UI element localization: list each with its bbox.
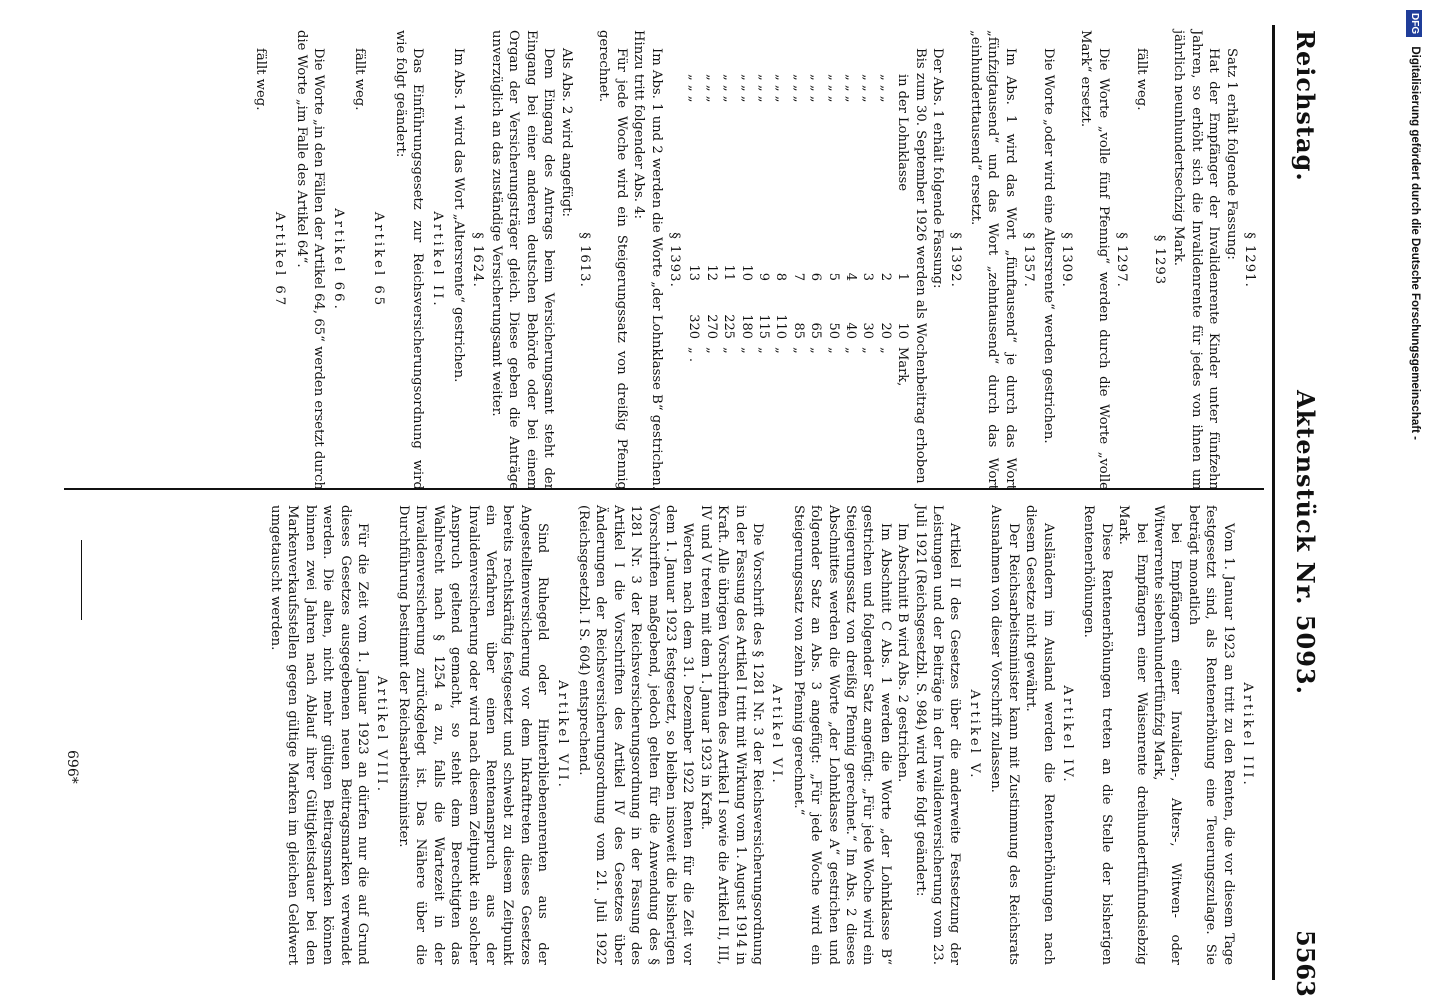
article-heading: Artikel II. xyxy=(429,211,445,309)
table-row xyxy=(685,70,702,410)
section-heading: § 1393. xyxy=(667,232,682,288)
article-heading: Artikel V. xyxy=(966,689,982,781)
table-row xyxy=(720,70,737,410)
paragraph: Sind Ruhegeld oder Hinterbliebenenrenten aus der Angestelltenversicherung vor dem Inkrafttreten dieses Gesetzes bereits rechtskräftig festgesetzt und schwebt zu diesem Zeitpunkt ein Verfahren über einen Rentenanspruch aus der Invalidenversicherung oder wird nach diesem Zeitpunkt ein solcher Anspruch geltend gemacht, so steht dem Berechtigten das Wahlrecht nach § 1254 a zu, falls die Wartezeit in der Invalidenversicherung zurückgelegt ist. Das Nähere über die Durchführung bestimmt der Reichsarbeitsminister. xyxy=(395,505,551,965)
section-heading: § 1291. xyxy=(1242,232,1257,288)
table-cell: 85 xyxy=(790,322,806,340)
paragraph: Im Abs. 1 und 2 werden die Worte „der Lohnklasse B“ gestrichen. Hinzu tritt folgender Abs. 4: xyxy=(631,30,664,490)
page-marker: 696* xyxy=(64,750,80,784)
article-heading: Artikel VIII. xyxy=(374,676,390,794)
paragraph: Das Einführungsgesetz zur Reichsversicherungsordnung wird wie folgt geändert: xyxy=(392,30,426,490)
table-cell: 40 xyxy=(843,322,859,340)
paragraph: Als Abs. 2 wird angefügt: xyxy=(558,48,574,218)
table-cell: „ „ „ xyxy=(825,74,841,103)
table-cell: „ „ „ xyxy=(756,74,772,103)
paragraph: Hat der Empfänger der Invalidenrente Kinder unter fünfzehn Jahren, so erhöht sich die Invalidenrente für jedes von ihnen um jährlich neunhundertsechzig Mark. xyxy=(1171,30,1222,490)
table-cell: 4 xyxy=(843,272,859,282)
paragraph: Die Worte „in den Fällen der Artikel 64, 65“ werden ersetzt durch die Worte „im Falle des Artikel 64“. xyxy=(293,30,327,490)
table-cell: „ xyxy=(808,347,824,354)
table-cell: 30 xyxy=(860,322,876,340)
paragraph: fällt weg. xyxy=(1133,48,1149,111)
table-cell: „ . xyxy=(686,347,702,363)
table-cell: „ „ „ xyxy=(808,74,824,103)
page-header xyxy=(1270,0,1330,1000)
header-title: Aktenstück Nr. 5093. xyxy=(1291,390,1320,695)
table-cell: 1 xyxy=(895,272,911,282)
paragraph: Satz 1 erhält folgende Fassung: xyxy=(1223,48,1239,260)
table-cell: „ xyxy=(721,347,737,354)
paragraph: Diese Rentenerhöhungen treten an die Stelle der bisherigen Rentenerhöhungen. xyxy=(1081,505,1114,965)
table-row xyxy=(859,70,876,410)
table-cell: 8 xyxy=(773,272,789,282)
table-row xyxy=(789,70,806,410)
table-cell: 180 xyxy=(738,314,754,340)
paragraph: Im Abschnitt C Abs. 1 werden die Worte „der Lohnklasse B“ gestrichen und folgender Satz angefügt: „Für jede Woche wird ein Steigerungssatz von dreißig Pfennig gerechnet.“ Im Abs. 2 dieses Abschnittes werden die Worte „der Lohnklasse A“ gestrichen und folgender Satz an Abs. 3 angefügt: „Für jede Woche wird ein Steigerungssatz von zehn Pfennig gerechnet.“ xyxy=(790,505,893,965)
paragraph: Für die Zeit vom 1. Januar 1923 an dürfen nur die auf Grund dieses Gesetzes ausgegebenen neuen Beitragsmarken verwendet werden. Die alten, nicht mehr gültigen Beitragsmarken können binnen zwei Jahren nach Ablauf ihrer Gültigkeitsdauer bei den Markenverkaufsstellen gegen gültige Marken im gleichen Geldwert umgetauscht werden. xyxy=(268,505,371,965)
table-cell: „ „ „ xyxy=(790,74,806,103)
table-row xyxy=(894,70,911,410)
table-cell: „ xyxy=(703,347,719,354)
section-heading: § 1357. xyxy=(1021,232,1037,288)
table-cell: „ xyxy=(790,347,806,354)
article-heading: Artikel 67 xyxy=(272,211,288,309)
table-cell: 10 xyxy=(738,264,754,282)
table-cell: 65 xyxy=(808,322,824,340)
table-cell: „ „ „ xyxy=(877,74,893,103)
table-cell: „ „ „ xyxy=(773,74,789,103)
paragraph: Vom 1. Januar 1923 an tritt zu den Renten, die vor diesem Tage festgesetzt sind, als Rentenerhöhung eine Teuerungszulage. Sie beträgt monatlich xyxy=(1185,505,1236,965)
table-cell: „ xyxy=(843,347,859,354)
table-row xyxy=(755,70,772,410)
paragraph: Werden nach dem 31. Dezember 1922 Renten für die Zeit vor dem 1. Januar 1923 festgesetzt, so bleiben insoweit die bisherigen Vorschriften maßgebend, jedoch gelten für die Anwendung des § 1281 Nr. 3 der Reichsversicherungsordnung in der Fassung des Artikel I die Vorschriften des Artikel IV des Gesetzes über Änderungen der Reichsversicherungsordnung vom 21. Juli 1922 (Reichsgesetzbl. I S. 604) entsprechend. xyxy=(575,505,696,965)
paragraph: Die Worte „volle fünf Pfennig“ werden durch die Worte „volle Mark“ ersetzt. xyxy=(1078,30,1111,490)
article-heading: Artikel 65 xyxy=(371,211,387,309)
table-cell: „ xyxy=(877,347,893,354)
table-cell: Mark, xyxy=(895,347,911,387)
table-cell: 11 xyxy=(721,264,737,282)
table-cell: „ xyxy=(756,347,772,354)
left-blocks xyxy=(911,30,1258,490)
table-row xyxy=(824,70,841,410)
table-cell: 6 xyxy=(808,272,824,282)
section-heading: § 1309. xyxy=(1058,232,1074,288)
table-cell: 3 xyxy=(860,272,876,282)
table-cell: 270 xyxy=(703,314,719,340)
table-cell: „ xyxy=(825,347,841,354)
table-row xyxy=(876,70,893,410)
table-cell: „ „ „ xyxy=(721,74,737,103)
table-cell: „ „ „ xyxy=(860,74,876,103)
table-cell: 12 xyxy=(703,264,719,282)
table-cell: „ xyxy=(773,347,789,354)
table-cell: 50 xyxy=(825,322,841,340)
table-row xyxy=(842,70,859,410)
page-number: 5563 xyxy=(1291,930,1320,997)
paragraph: Für jede Woche wird ein Steigerungssatz von dreißig Pfennig gerechnet. xyxy=(596,30,629,490)
table-cell: 110 xyxy=(773,314,789,340)
article-heading: Artikel 66. xyxy=(330,208,346,312)
paragraph: fällt weg. xyxy=(352,48,368,111)
left-column xyxy=(252,30,1260,490)
table-cell: „ „ „ xyxy=(703,74,719,103)
side-credit xyxy=(1405,10,1429,990)
table-cell: 7 xyxy=(790,272,806,282)
paragraph: Im Abs. 1 wird das Wort „fünftausend“ je durch das Wort „fünfzigtausend“ und das Wort „zehntausend“ durch das Wort „einhunderttausend“ ersetzt. xyxy=(967,30,1018,490)
paragraph: Bis zum 30. September 1926 werden als Wochenbeitrag erhoben xyxy=(912,48,928,484)
table-cell: 2 xyxy=(877,272,893,282)
table-cell: 9 xyxy=(756,272,772,282)
contribution-table xyxy=(685,70,911,410)
paragraph: Der Reichsarbeitsminister kann mit Zustimmung des Reichsrats Ausnahmen von dieser Vorschrift zulassen. xyxy=(988,505,1021,965)
article-heading: Artikel VII. xyxy=(554,680,570,790)
table-cell: 13 xyxy=(686,264,702,282)
article-heading: Artikel IV. xyxy=(1059,685,1075,785)
paragraph: Dem Eingang des Antrags beim Versicherungsamt steht der Eingang bei einer anderen deutschen Behörde oder bei einem Organ der Versicherungsträger gleich. Diese geben die Anträge unverzüglich an das zuständige Versicherungsamt weiter. xyxy=(488,30,557,490)
table-cell: „ „ „ xyxy=(843,74,859,103)
table-cell: „ xyxy=(860,347,876,354)
header-left: Reichstag. xyxy=(1291,30,1320,182)
right-blocks xyxy=(267,505,1256,965)
table-row xyxy=(807,70,824,410)
paragraph: Die Worte „oder wird eine Altersrente“ werden gestrichen. xyxy=(1040,48,1056,444)
table-cell: „ xyxy=(738,347,754,354)
table-cell: 5 xyxy=(825,272,841,282)
section-heading: § 1392. xyxy=(948,232,964,288)
table-cell: 320 xyxy=(686,314,702,340)
table-cell: 115 xyxy=(756,314,772,340)
paragraph: fällt weg. xyxy=(253,48,269,111)
table-cell: in der Lohnklasse xyxy=(895,74,911,192)
paragraph: bei Empfängern einer Waisenrente dreihundertfünfundsiebzig Mark. xyxy=(1116,505,1149,965)
table-row xyxy=(772,70,789,410)
right-column xyxy=(267,505,1260,965)
left-blocks-continued xyxy=(252,30,683,490)
paragraph: bei Empfängern einer Invaliden-, Alters-, Witwen- oder Witwerrente siebenhundertfünfzig Mark, xyxy=(1150,505,1184,965)
table-cell: 225 xyxy=(721,314,737,340)
article-heading: Artikel III. xyxy=(1240,682,1255,788)
section-heading: § 1613. xyxy=(576,232,592,288)
article-heading: Artikel VI. xyxy=(769,684,785,786)
footer-rule xyxy=(81,540,82,620)
paragraph: Im Abschnitt B wird Abs. 2 gestrichen. xyxy=(895,523,911,783)
header-rule xyxy=(1272,25,1275,980)
paragraph: Im Abs. 1 wird das Wort „Altersrente“ gestrichen. xyxy=(451,48,467,383)
table-cell: 20 xyxy=(877,322,893,340)
table-row xyxy=(737,70,754,410)
section-heading: § 1293 xyxy=(1151,234,1167,286)
paragraph: Ausländern im Ausland werden die Rentenerhöhungen nach diesem Gesetze nicht gewährt. xyxy=(1023,505,1056,965)
dfg-logo: DFG xyxy=(1406,10,1422,37)
paragraph: Die Vorschrift des § 1281 Nr. 3 der Reichsversicherungsordnung in der Fassung des Artikel I tritt mit Wirkung vom 1. August 1914 in Kraft. Alle übrigen Vorschriften des Artikel I sowie die Artikel II, III, IV und V treten mit dem 1. Januar 1923 in Kraft. xyxy=(697,505,766,965)
section-heading: § 1297. xyxy=(1114,232,1130,288)
table-cell: 10 xyxy=(895,322,911,340)
table-cell: „ „ „ xyxy=(686,74,702,103)
table-row xyxy=(702,70,719,410)
digitization-note: Digitalisierung gefördert durch die Deutsche Forschungsgemeinschaft - xyxy=(1409,46,1421,440)
paragraph: Der Abs. 1 erhält folgende Fassung: xyxy=(930,48,946,289)
paragraph: Artikel II des Gesetzes über die anderweite Festsetzung der Leistungen und der Beiträge in der Invalidenversicherung vom 23. Juli 1921 (Reichsgesetzbl. S. 984) wird wie folgt geändert: xyxy=(912,505,963,965)
section-heading: § 1624. xyxy=(469,232,485,288)
table-cell: „ „ „ xyxy=(738,74,754,103)
